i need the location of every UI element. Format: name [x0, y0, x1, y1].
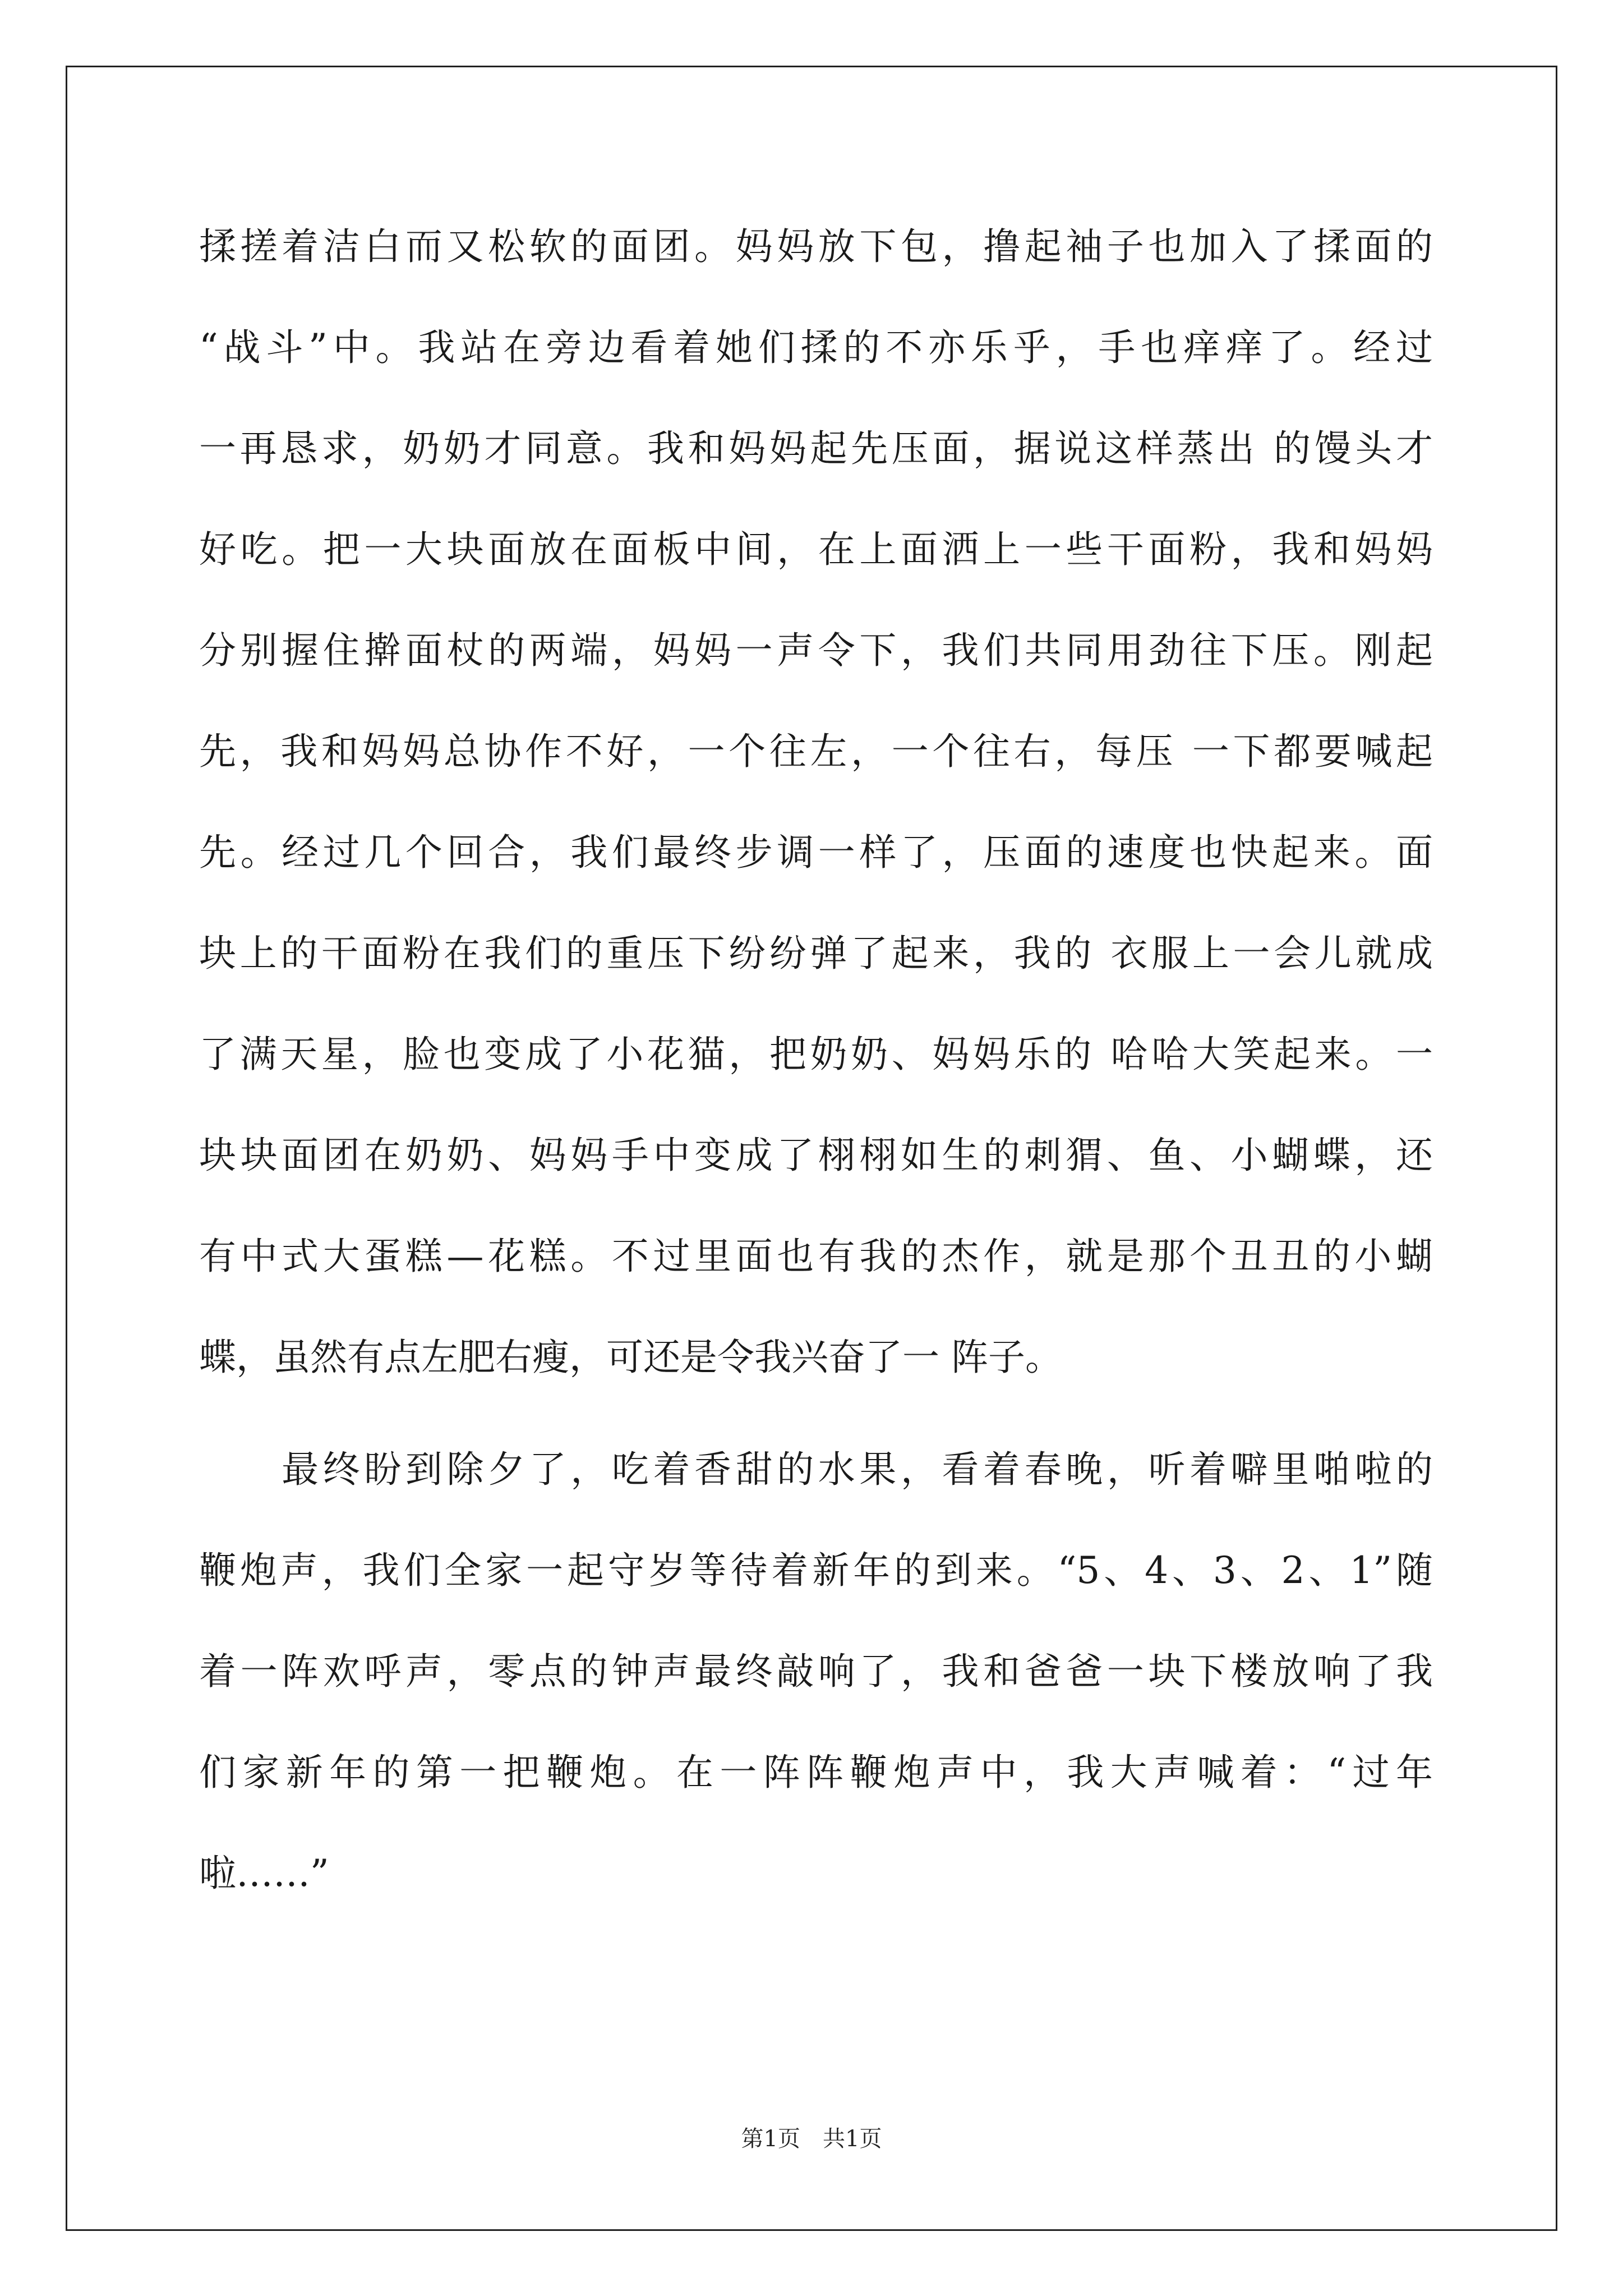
text-line: 一再恳求，奶奶才同意。我和妈妈起先压面，据说这样蒸出 的馒头才 — [199, 427, 1433, 470]
page-footer: 第1页 共1页 — [741, 2126, 882, 2152]
text-line: 着一阵欢呼声，零点的钟声最终敲响了，我和爸爸一块下楼放响了我 — [199, 1650, 1433, 1693]
text-line: 有中式大蛋糕—花糕。不过里面也有我的杰作，就是那个丑丑的小蝴 — [199, 1235, 1433, 1278]
text-line: 好吃。把一大块面放在面板中间，在上面洒上一些干面粉，我和妈妈 — [199, 528, 1433, 571]
text-line: “战斗”中。我站在旁边看着她们揉的不亦乐乎，手也痒痒了。经过 — [199, 326, 1433, 369]
text-line: 啦……” — [199, 1852, 329, 1895]
text-line: 块块面团在奶奶、妈妈手中变成了栩栩如生的刺猬、鱼、小蝴蝶，还 — [199, 1134, 1433, 1177]
text-line: 揉搓着洁白而又松软的面团。妈妈放下包，撸起袖子也加入了揉面的 — [199, 225, 1433, 268]
text-line: 最终盼到除夕了，吃着香甜的水果，看着春晚，听着噼里啪啦的 — [199, 1448, 1433, 1491]
text-line: 鞭炮声，我们全家一起守岁等待着新年的到来。“5、4、3、2、1”随 — [199, 1549, 1433, 1592]
text-line: 蝶，虽然有点左肥右瘦，可还是令我兴奋了一 阵子。 — [199, 1336, 1062, 1379]
text-line: 先。经过几个回合，我们最终步调一样了，压面的速度也快起来。面 — [199, 831, 1433, 874]
text-line: 块上的干面粉在我们的重压下纷纷弹了起来，我的 衣服上一会儿就成 — [199, 932, 1433, 975]
text-line: 了满天星，脸也变成了小花猫，把奶奶、妈妈乐的 哈哈大笑起来。一 — [199, 1033, 1433, 1076]
text-line: 分别握住擀面杖的两端，妈妈一声令下，我们共同用劲往下压。刚起 — [199, 629, 1433, 672]
text-line: 们家新年的第一把鞭炮。在一阵阵鞭炮声中，我大声喊着：“过年 — [199, 1751, 1433, 1794]
text-line: 先，我和妈妈总协作不好，一个往左，一个往右，每压 一下都要喊起 — [199, 730, 1433, 773]
